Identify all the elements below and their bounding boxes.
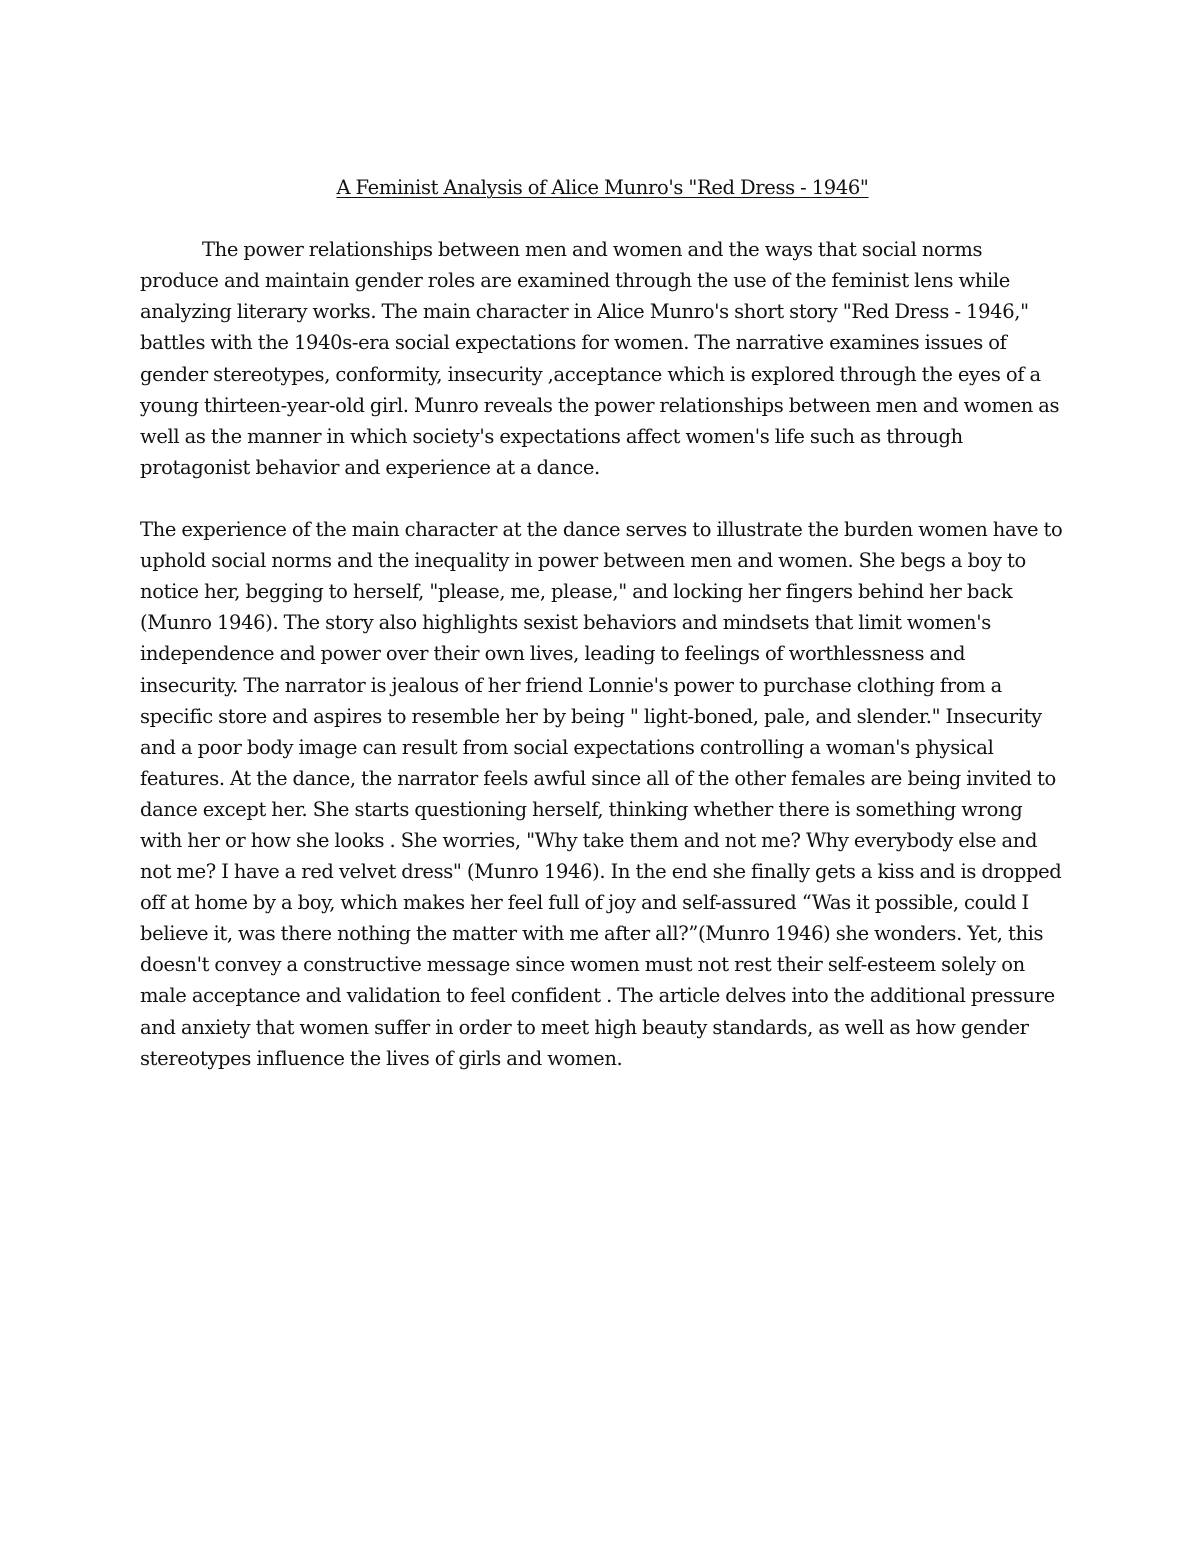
paragraph-introduction: The power relationships between men and women and the ways that social norms produce and maintain gender roles are examined through the use of the feminist lens while analyzing literary works. The main character in Alice Munro's short story "Red Dress - 1946," battles with the 1940s-era social expectations for women. The narrative examines issues of gender stereotypes, conformity, insecurity ,acceptance which is explored through the eyes of a young thirteen-year-old girl. Munro reveals the power relationships between men and women as well as the manner in which society's expectations affect women's life such as through protagonist behavior and experience at a dance.	[140, 238, 1060, 479]
document-title: A Feminist Analysis of Alice Munro's "Red Dress - 1946"	[336, 176, 869, 199]
paragraph-body: The experience of the main character at the dance serves to illustrate the burden women have to uphold social norms and the inequality in power between men and women. She begs a boy to notice her, begging to herself, "please, me, please," and locking her fingers behind her back (Munro 1946). The story also highlights sexist behaviors and mindsets that limit women's independence and power over their own lives, leading to feelings of worthlessness and insecurity. The narrator is jealous of her friend Lonnie's power to purchase clothing from a specific store and aspires to resemble her by being " light-boned, pale, and slender." Insecurity and a poor body image can result from social expectations controlling a woman's physical features. At the dance, the narrator feels awful since all of the other females are being invited to dance except her. She starts questioning herself, thinking whether there is something wrong with her or how she looks . She worries, "Why take them and not me? Why everybody else and not me? I have a red velvet dress" (Munro 1946). In the end she finally gets a kiss and is dropped off at home by a boy, which makes her feel full of joy and self-assured “Was it possible, could I believe it, was there nothing the matter with me after all?”(Munro 1946) she wonders. Yet, this doesn't convey a constructive message since women must not rest their self-esteem solely on male acceptance and validation to feel confident . The article delves into the additional pressure and anxiety that women suffer in order to meet high beauty standards, as well as how gender stereotypes influence the lives of girls and women.	[140, 518, 1063, 1070]
document-body	[140, 172, 1065, 1074]
